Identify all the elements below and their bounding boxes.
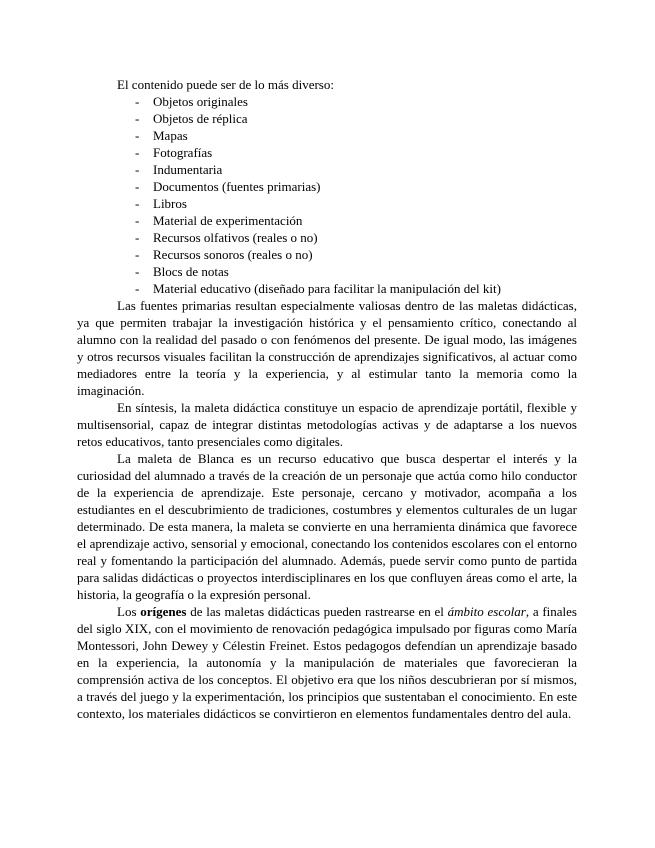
list-item	[77, 127, 577, 144]
paragraph-blanca-suitcase: La maleta de Blanca es un recurso educativo que busca despertar el interés y la curiosidad del alumnado a través de la creación de un personaje que actúa como hilo conductor de la experiencia de aprendizaje. Este personaje, cercano y motivador, acompaña a los estudiantes en el descubrimiento de tradiciones, costumbres y elementos culturales de un lugar determinado. De esta manera, la maleta se convierte en una herramienta dinámica que favorece el aprendizaje activo, sensorial y emocional, conectando los contenidos escolares con el entorno real y fomentando la participación del alumnado. Además, puede servir como punto de partida para salidas didácticas o proyectos interdisciplinares en los que confluyen áreas como el arte, la historia, la geografía o la expresión personal.	[77, 451, 577, 602]
list-dash: -	[135, 128, 140, 143]
list-item-text: Fotografías	[153, 145, 213, 160]
paragraph-origins	[77, 603, 577, 722]
origins-italic-term: ámbito escolar	[447, 604, 526, 619]
list-intro: El contenido puede ser de lo más diverso:	[117, 77, 334, 92]
list-item	[77, 93, 577, 110]
content-list	[77, 93, 577, 297]
document-page	[77, 76, 577, 722]
list-item	[77, 280, 577, 297]
list-item	[77, 110, 577, 127]
list-item	[77, 161, 577, 178]
list-item-text: Material de experimentación	[153, 213, 303, 228]
list-item	[77, 195, 577, 212]
list-item	[77, 229, 577, 246]
list-item-text: Objetos originales	[153, 94, 248, 109]
list-item	[77, 178, 577, 195]
list-dash: -	[135, 111, 140, 126]
list-dash: -	[135, 281, 140, 296]
list-dash: -	[135, 196, 140, 211]
paragraph-primary-sources: Las fuentes primarias resultan especialmente valiosas dentro de las maletas didácticas, ya que permiten trabajar la investigación histórica y el pensamiento crítico, conectando al alumno con la realidad del pasado o con fenómenos del presente. De igual modo, las imágenes y otros recursos visuales facilitan la construcción de aprendizajes significativos, al actuar como mediadores entre la teoría y la experiencia, y al estimular tanto la memoria como la imaginación.	[77, 298, 577, 398]
list-item-text: Recursos olfativos (reales o no)	[153, 230, 318, 245]
list-item-text: Libros	[153, 196, 187, 211]
list-item-text: Blocs de notas	[153, 264, 229, 279]
paragraph-synthesis: En síntesis, la maleta didáctica constituye un espacio de aprendizaje portátil, flexible y multisensorial, capaz de integrar distintas metodologías activas y de adaptarse a los nuevos retos educativos, tanto presenciales como digitales.	[77, 400, 577, 449]
list-dash: -	[135, 247, 140, 262]
list-item-text: Objetos de réplica	[153, 111, 248, 126]
origins-text-middle: de las maletas didácticas pueden rastrearse en el	[186, 604, 448, 619]
list-dash: -	[135, 94, 140, 109]
origins-text-start: Los	[117, 604, 141, 619]
list-dash: -	[135, 162, 140, 177]
list-item-text: Recursos sonoros (reales o no)	[153, 247, 313, 262]
list-dash: -	[135, 145, 140, 160]
list-item-text: Material educativo (diseñado para facilitar la manipulación del kit)	[153, 281, 501, 296]
list-item-text: Mapas	[153, 128, 188, 143]
origins-bold-term: orígenes	[140, 604, 187, 619]
list-item	[77, 246, 577, 263]
list-item	[77, 263, 577, 280]
list-dash: -	[135, 230, 140, 245]
list-dash: -	[135, 264, 140, 279]
list-item-text: Indumentaria	[153, 162, 223, 177]
list-item	[77, 212, 577, 229]
list-item	[77, 144, 577, 161]
origins-text-end: , a finales del siglo XIX, con el movimiento de renovación pedagógica impulsado por figuras como María Montessori, John Dewey y Célestin Freinet. Estos pedagogos defendían un aprendizaje basado en la experiencia, la autonomía y la manipulación de materiales que favorecieran la comprensión activa de los conceptos. El objetivo era que los niños descubrieran por sí mismos, a través del juego y la experimentación, los principios que sustentaban el conocimiento. En este contexto, los materiales didácticos se convirtieron en elementos fundamentales dentro del aula.	[77, 604, 577, 721]
list-dash: -	[135, 213, 140, 228]
list-item-text: Documentos (fuentes primarias)	[153, 179, 321, 194]
list-dash: -	[135, 179, 140, 194]
